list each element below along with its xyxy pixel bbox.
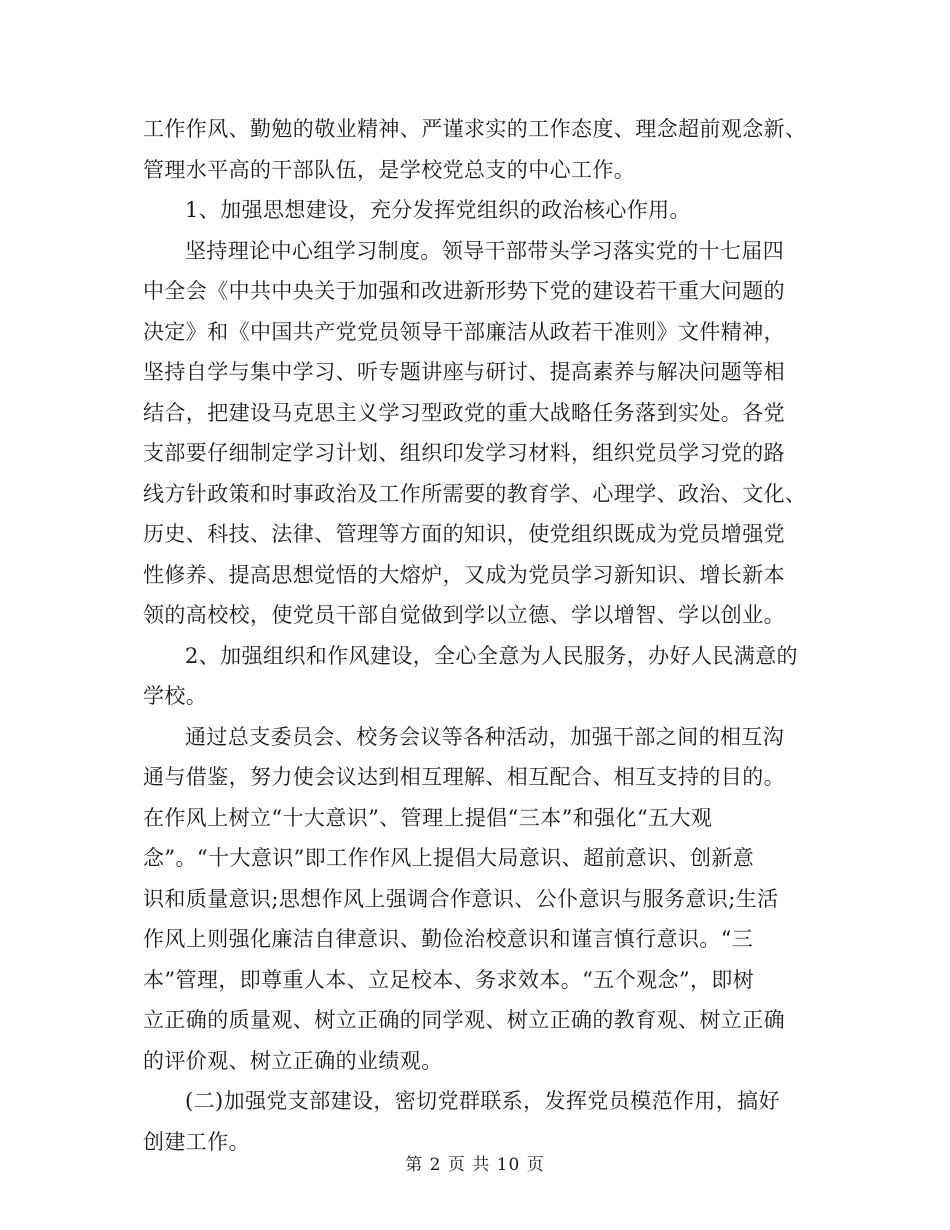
body-line: 中全会《中共中央关于加强和改进新形势下党的建设若干重大问题的 — [143, 279, 785, 303]
section-heading-continued: 学校。 — [143, 684, 208, 708]
body-line: 本”管理，即尊重人本、立足校本、务求效本。“五个观念”，即树 — [143, 967, 755, 992]
body-line: 的评价观、树立正确的业绩观。 — [143, 1048, 443, 1073]
body-line: 通过总支委员会、校务会议等各种活动，加强干部之间的相互沟 — [185, 724, 785, 749]
body-line: 念”。“十大意识”即工作作风上提倡大局意识、超前意识、创新意 — [143, 846, 755, 870]
section-heading-continued: 创建工作。 — [143, 1129, 250, 1154]
body-line: 领的高校校，使党员干部自觉做到学以立德、学以增智、学以创业。 — [143, 603, 785, 627]
body-line: 支部要仔细制定学习计划、组织印发学习材料，组织党员学习党的路 — [143, 441, 785, 465]
body-line: 通与借鉴，努力使会议达到相互理解、相互配合、相互支持的目的。 — [143, 765, 785, 789]
body-line: 管理水平高的干部队伍，是学校党总支的中心工作。 — [143, 157, 636, 182]
body-line: 在作风上树立“十大意识”、管理上提倡“三本”和强化“五大观 — [143, 805, 713, 830]
body-line: 历史、科技、法律、管理等方面的知识，使党组织既成为党员增强党 — [143, 522, 785, 546]
body-line: 决定》和《中国共产党党员领导干部廉洁从政若干准则》文件精神， — [143, 319, 785, 344]
body-line: 坚持自学与集中学习、听专题讲座与研讨、提高素养与解决问题等相 — [143, 360, 785, 384]
body-line: 作风上则强化廉洁自律意识、勤俭治校意识和谨言慎行意识。“三 — [143, 927, 754, 951]
page-number: 第 2 页 共 10 页 — [405, 1155, 545, 1175]
document-body — [143, 109, 815, 1162]
section-heading: (二)加强党支部建设，密切党群联系，发挥党员模范作用，搞好 — [185, 1089, 780, 1113]
body-line: 识和质量意识;思想作风上强调合作意识、公仆意识与服务意识;生活 — [143, 886, 779, 911]
body-line: 线方针政策和时事政治及工作所需要的教育学、心理学、政治、文化、 — [143, 481, 807, 506]
body-line: 工作作风、勤勉的敬业精神、严谨求实的工作态度、理念超前观念新、 — [143, 117, 807, 141]
body-line: 坚持理论中心组学习制度。领导干部带头学习落实党的十七届四 — [185, 238, 785, 263]
section-heading: 2、加强组织和作风建设，全心全意为人民服务，办好人民满意的 — [185, 643, 798, 668]
body-line: 性修养、提高思想觉悟的大熔炉，又成为党员学习新知识、增长新本 — [143, 562, 785, 587]
body-line: 结合，把建设马克思主义学习型政党的重大战略任务落到实处。各党 — [143, 400, 785, 425]
section-heading: 1、加强思想建设，充分发挥党组织的政治核心作用。 — [185, 198, 691, 222]
body-line: 立正确的质量观、树立正确的同学观、树立正确的教育观、树立正确 — [143, 1008, 785, 1032]
